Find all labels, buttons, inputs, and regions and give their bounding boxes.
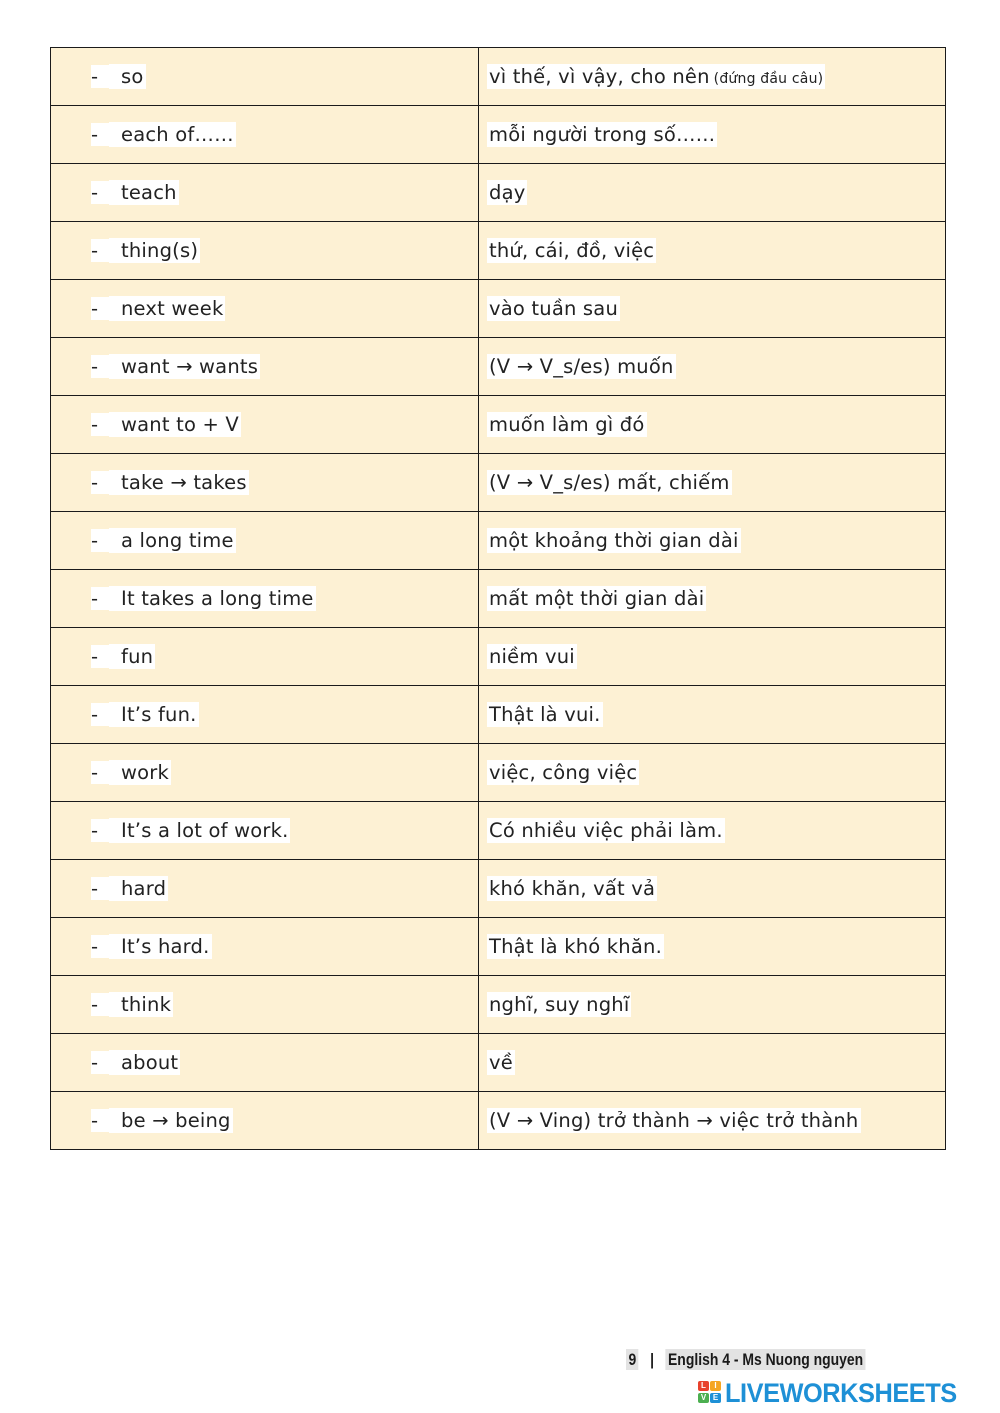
vietnamese-meaning-text: Thật là vui. bbox=[489, 703, 601, 726]
english-term: It’s fun. bbox=[109, 702, 199, 727]
vocabulary-row bbox=[51, 802, 946, 860]
logo-letter: E bbox=[710, 1393, 721, 1403]
bullet-dash: - bbox=[91, 529, 109, 552]
logo-letter: L bbox=[698, 1381, 709, 1391]
english-term: so bbox=[109, 64, 146, 89]
english-cell bbox=[51, 744, 479, 802]
vietnamese-meaning-text: niềm vui bbox=[489, 645, 575, 668]
vietnamese-meaning bbox=[487, 296, 620, 321]
vietnamese-meaning-text: về bbox=[489, 1051, 513, 1074]
vietnamese-meaning-text: nghĩ, suy nghĩ bbox=[489, 993, 630, 1016]
vocabulary-table-body bbox=[51, 48, 946, 1150]
vietnamese-meaning bbox=[487, 470, 732, 495]
vietnamese-meaning bbox=[487, 412, 647, 437]
vietnamese-cell bbox=[479, 512, 946, 570]
bullet-dash: - bbox=[91, 935, 109, 958]
vocabulary-row bbox=[51, 744, 946, 802]
vietnamese-cell bbox=[479, 860, 946, 918]
english-term: hard bbox=[109, 876, 168, 901]
vietnamese-cell bbox=[479, 454, 946, 512]
vocabulary-row bbox=[51, 1034, 946, 1092]
vietnamese-meaning-text: Thật là khó khăn. bbox=[489, 935, 662, 958]
vietnamese-meaning bbox=[487, 238, 656, 263]
vocabulary-row bbox=[51, 106, 946, 164]
vocabulary-row bbox=[51, 860, 946, 918]
vocabulary-row bbox=[51, 918, 946, 976]
english-term: be → being bbox=[109, 1108, 233, 1133]
logo-letter: I bbox=[710, 1381, 721, 1391]
english-cell bbox=[51, 1034, 479, 1092]
english-term: about bbox=[109, 1050, 180, 1075]
vocabulary-row bbox=[51, 686, 946, 744]
bullet-dash: - bbox=[91, 703, 109, 726]
vietnamese-cell bbox=[479, 106, 946, 164]
vietnamese-meaning-text: (V → V_s/es) muốn bbox=[489, 355, 674, 378]
english-term: a long time bbox=[109, 528, 236, 553]
bullet-dash: - bbox=[91, 993, 109, 1016]
english-cell bbox=[51, 570, 479, 628]
vocabulary-row bbox=[51, 280, 946, 338]
vietnamese-meaning-text: mất một thời gian dài bbox=[489, 587, 705, 610]
vietnamese-meaning bbox=[487, 528, 741, 553]
vietnamese-meaning bbox=[487, 1108, 861, 1133]
vietnamese-meaning bbox=[487, 586, 706, 611]
vietnamese-meaning bbox=[487, 644, 577, 669]
english-cell bbox=[51, 396, 479, 454]
footer-separator: | bbox=[650, 1350, 655, 1369]
usage-note: (đứng đầu câu) bbox=[713, 71, 824, 87]
vietnamese-meaning bbox=[487, 122, 717, 147]
vietnamese-cell bbox=[479, 918, 946, 976]
vietnamese-meaning-text: vì thế, vì vậy, cho nên bbox=[489, 65, 710, 88]
english-cell bbox=[51, 106, 479, 164]
vietnamese-cell bbox=[479, 976, 946, 1034]
vietnamese-meaning-text: khó khăn, vất vả bbox=[489, 877, 656, 900]
english-cell bbox=[51, 164, 479, 222]
vietnamese-meaning bbox=[487, 354, 676, 379]
vocabulary-row bbox=[51, 338, 946, 396]
bullet-dash: - bbox=[91, 471, 109, 494]
english-term: teach bbox=[109, 180, 179, 205]
vocabulary-row bbox=[51, 454, 946, 512]
english-term: think bbox=[109, 992, 173, 1017]
liveworksheets-brand bbox=[698, 1378, 972, 1408]
vietnamese-meaning bbox=[487, 1050, 515, 1075]
english-cell bbox=[51, 222, 479, 280]
english-term: each of…… bbox=[109, 122, 236, 147]
vietnamese-meaning bbox=[487, 180, 527, 205]
vocabulary-row bbox=[51, 512, 946, 570]
english-cell bbox=[51, 280, 479, 338]
vietnamese-meaning-text: vào tuần sau bbox=[489, 297, 618, 320]
vietnamese-meaning bbox=[487, 876, 657, 901]
bullet-dash: - bbox=[91, 761, 109, 784]
english-cell bbox=[51, 1092, 479, 1150]
bullet-dash: - bbox=[91, 413, 109, 436]
vietnamese-meaning bbox=[487, 702, 603, 727]
vietnamese-meaning-text: một khoảng thời gian dài bbox=[489, 529, 739, 552]
english-cell bbox=[51, 48, 479, 106]
vietnamese-meaning-text: mỗi người trong số…… bbox=[489, 123, 716, 146]
vietnamese-cell bbox=[479, 628, 946, 686]
vietnamese-cell bbox=[479, 570, 946, 628]
vietnamese-meaning bbox=[487, 934, 664, 959]
bullet-dash: - bbox=[91, 65, 109, 88]
vietnamese-cell bbox=[479, 802, 946, 860]
english-term: thing(s) bbox=[109, 238, 200, 263]
english-term: fun bbox=[109, 644, 155, 669]
english-cell bbox=[51, 918, 479, 976]
english-cell bbox=[51, 976, 479, 1034]
vocabulary-row bbox=[51, 628, 946, 686]
vietnamese-meaning-text: dạy bbox=[489, 181, 526, 204]
english-cell bbox=[51, 860, 479, 918]
english-cell bbox=[51, 686, 479, 744]
english-term: want → wants bbox=[109, 354, 260, 379]
bullet-dash: - bbox=[91, 1109, 109, 1132]
vietnamese-cell bbox=[479, 48, 946, 106]
english-term: take → takes bbox=[109, 470, 249, 495]
vietnamese-cell bbox=[479, 280, 946, 338]
vietnamese-cell bbox=[479, 1034, 946, 1092]
page-footer bbox=[626, 1350, 866, 1370]
bullet-dash: - bbox=[91, 1051, 109, 1074]
liveworksheets-logo-icon bbox=[698, 1381, 724, 1405]
bullet-dash: - bbox=[91, 819, 109, 842]
vocabulary-row bbox=[51, 976, 946, 1034]
vietnamese-cell bbox=[479, 396, 946, 454]
vocabulary-table bbox=[50, 47, 946, 1150]
vietnamese-meaning bbox=[487, 760, 639, 785]
bullet-dash: - bbox=[91, 123, 109, 146]
vietnamese-meaning bbox=[487, 992, 631, 1017]
bullet-dash: - bbox=[91, 181, 109, 204]
english-cell bbox=[51, 338, 479, 396]
english-term: It’s a lot of work. bbox=[109, 818, 290, 843]
vietnamese-meaning-text: Có nhiều việc phải làm. bbox=[489, 819, 723, 842]
vietnamese-meaning-text: việc, công việc bbox=[489, 761, 638, 784]
english-cell bbox=[51, 454, 479, 512]
vietnamese-meaning-text: (V → Ving) trở thành → việc trở thành bbox=[489, 1109, 859, 1132]
bullet-dash: - bbox=[91, 297, 109, 320]
brand-name: LIVEWORKSHEETS bbox=[725, 1377, 957, 1408]
vietnamese-cell bbox=[479, 222, 946, 280]
english-term: next week bbox=[109, 296, 225, 321]
english-term: It takes a long time bbox=[109, 586, 316, 611]
bullet-dash: - bbox=[91, 645, 109, 668]
vietnamese-meaning bbox=[487, 64, 825, 89]
bullet-dash: - bbox=[91, 877, 109, 900]
page-number: 9 bbox=[626, 1349, 639, 1370]
english-term: work bbox=[109, 760, 171, 785]
course-title: English 4 - Ms Nuong nguyen bbox=[666, 1349, 866, 1370]
english-term: It’s hard. bbox=[109, 934, 212, 959]
vietnamese-meaning-text: thứ, cái, đồ, việc bbox=[489, 239, 655, 262]
vietnamese-meaning-text: (V → V_s/es) mất, chiếm bbox=[489, 471, 730, 494]
vocabulary-row bbox=[51, 48, 946, 106]
bullet-dash: - bbox=[91, 239, 109, 262]
bullet-dash: - bbox=[91, 355, 109, 378]
vietnamese-meaning bbox=[487, 818, 725, 843]
english-term: want to + V bbox=[109, 412, 241, 437]
english-cell bbox=[51, 628, 479, 686]
vietnamese-cell bbox=[479, 1092, 946, 1150]
vietnamese-meaning-text: muốn làm gì đó bbox=[489, 413, 645, 436]
bullet-dash: - bbox=[91, 587, 109, 610]
english-cell bbox=[51, 802, 479, 860]
vocabulary-row bbox=[51, 222, 946, 280]
logo-letter: V bbox=[698, 1393, 709, 1403]
vocabulary-row bbox=[51, 570, 946, 628]
vocabulary-row bbox=[51, 1092, 946, 1150]
vietnamese-cell bbox=[479, 686, 946, 744]
english-cell bbox=[51, 512, 479, 570]
vietnamese-cell bbox=[479, 164, 946, 222]
vietnamese-cell bbox=[479, 338, 946, 396]
vietnamese-cell bbox=[479, 744, 946, 802]
vocabulary-row bbox=[51, 396, 946, 454]
vocabulary-row bbox=[51, 164, 946, 222]
